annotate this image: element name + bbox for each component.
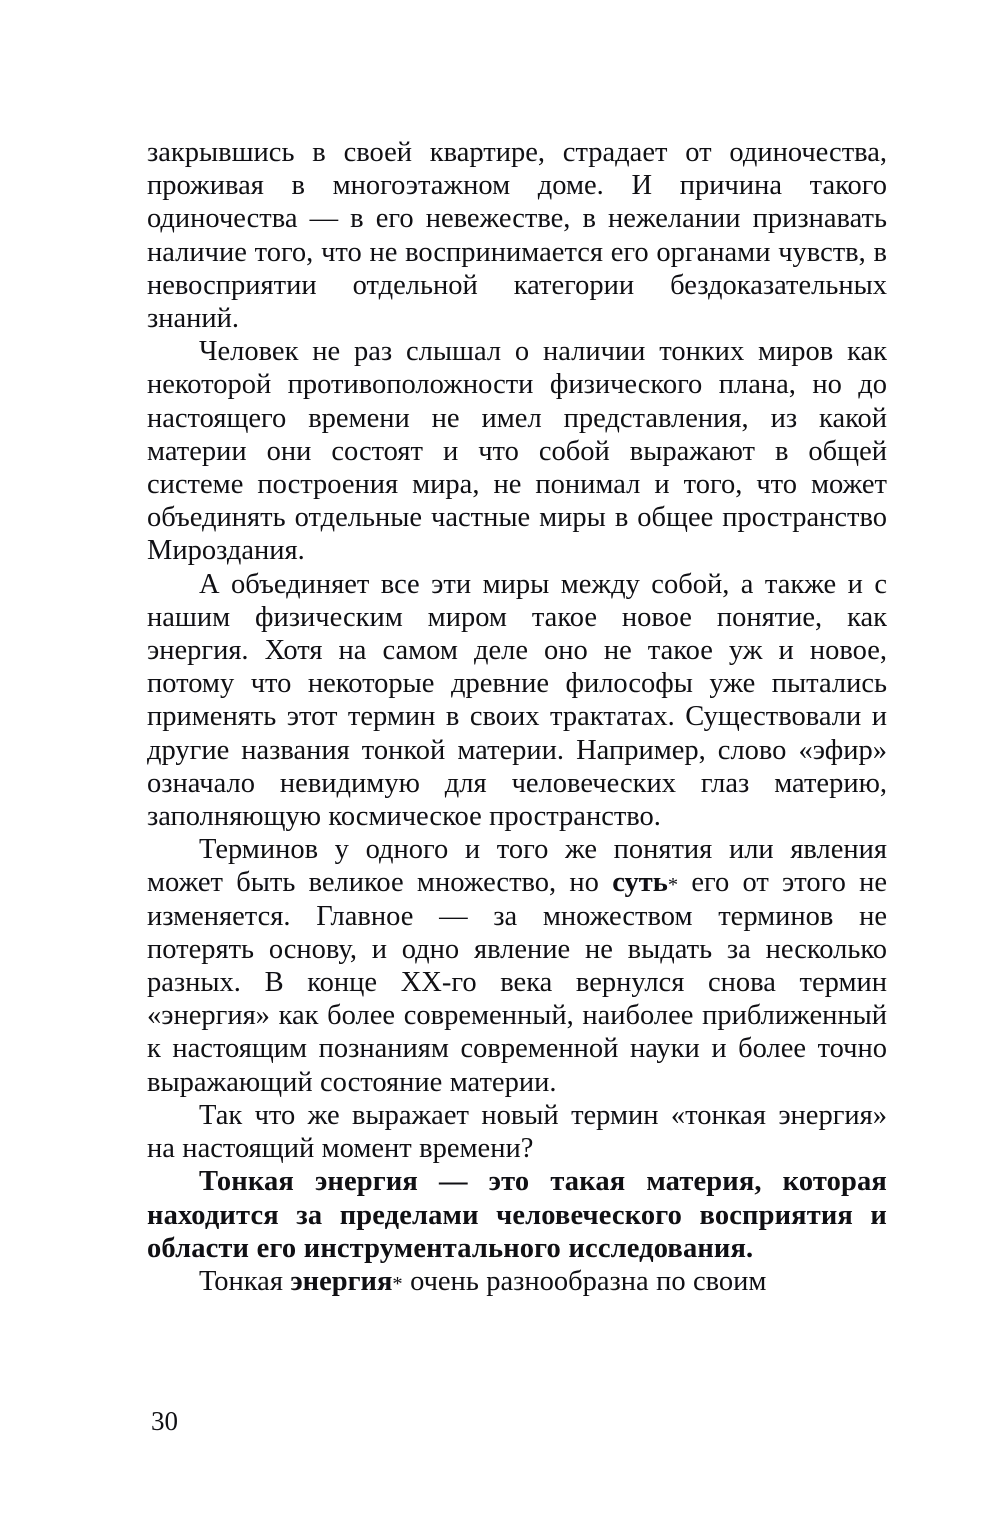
term-sut: суть bbox=[612, 867, 668, 899]
paragraph-4 bbox=[147, 833, 887, 1099]
paragraph-7-text-before: Тонкая bbox=[199, 1265, 291, 1297]
paragraph-7-text-after: очень разнообразна по своим bbox=[402, 1265, 767, 1297]
paragraph-7 bbox=[147, 1265, 887, 1298]
paragraph-5: Так что же выражает новый термин «тонкая энергия» на настоящий момент времени? bbox=[147, 1099, 887, 1165]
footnote-marker-energiya: * bbox=[392, 1272, 403, 1295]
paragraph-1: закрывшись в своей квартире, страдает от одиночества, проживая в многоэтажном доме. И причина такого одиночества — в его невежестве, в нежелании признавать наличие того, что не воспринимается его органами чувств, в невосприятии отдельной категории бездоказательных знаний. bbox=[147, 137, 887, 335]
paragraph-6-definition: Тонкая энергия — это такая материя, которая находится за пределами человеческого восприятия и области его инструментального исследования. bbox=[147, 1166, 887, 1264]
paragraph-3: А объединяет все эти миры между собой, а также и с нашим физическим миром такое новое понятие, как энергия. Хотя на самом деле оно не такое уж и новое, потому что некоторые древние философы уже пытались применять этот термин в своих трактатах. Существовали и другие названия тонкой материи. Например, слово «эфир» означало невидимую для человеческих глаз материю, заполняющую космическое пространство. bbox=[147, 568, 887, 833]
text-column bbox=[147, 136, 887, 1298]
term-energiya: энергия bbox=[290, 1265, 393, 1297]
paragraph-4-text-after: его от этого не изменяется. Главное — за множеством терминов не потерять основу, и одно явление не выдать за несколько разных. В конце XX-го века вернулся снова термин «энергия» как более современный, наиболее приближенный к настоящим познаниям современной науки и более точно выражающий состояние материи. bbox=[147, 867, 888, 1098]
page-number: 30 bbox=[151, 1406, 178, 1436]
footnote-marker-sut: * bbox=[667, 874, 679, 897]
paragraph-2: Человек не раз слышал о наличии тонких миров как некоторой противоположности физического плана, но до настоящего времени не имел представления, из какой материи они состоят и что собой выражают в общей системе построения мира, не понимал и того, что может объединять отдельные частные миры в общее пространство Мироздания. bbox=[147, 336, 887, 567]
paragraph-4-text-before: Терминов у одного и того же понятия или явления может быть великое множество, но bbox=[147, 834, 887, 899]
